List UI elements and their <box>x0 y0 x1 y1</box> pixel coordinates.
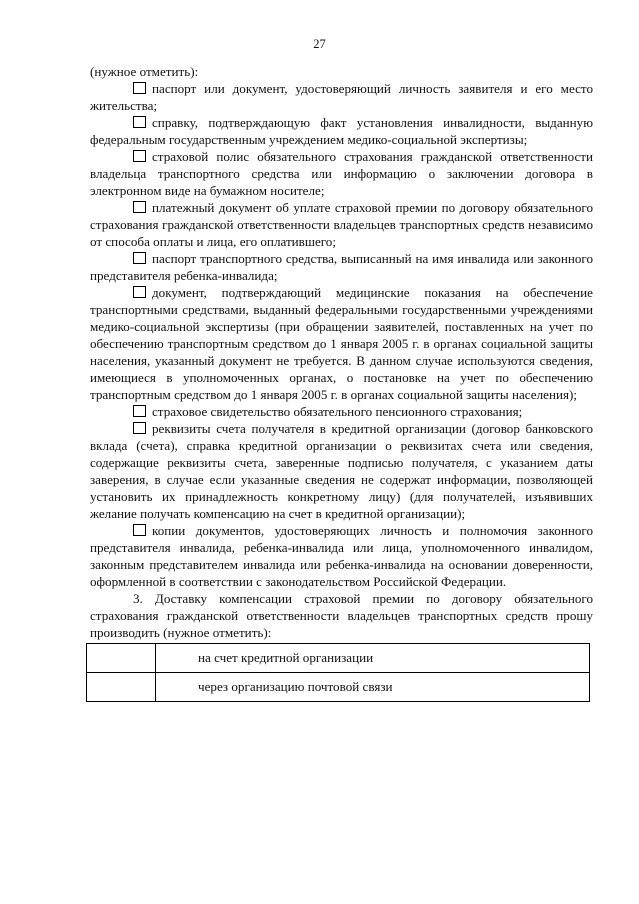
checkbox[interactable] <box>133 252 146 264</box>
checkbox[interactable] <box>133 150 146 162</box>
list-item <box>90 403 593 420</box>
list-item-text: копии документов, удостоверяющих личность и полномочия законного представителя инвалида, ребенка-инвалида или лица, уполномоченного инвалидом, законным представителем инвалида или ребенка-инвалида на основании доверенности, оформленной в соответствии с законодательством Российской Федерации. <box>90 523 593 589</box>
list-item <box>90 148 593 199</box>
section-3-text: 3. Доставку компенсации страховой премии по договору обязательного страхования гражданской ответственности владельцев транспортных средств прошу производить (нужное отметить): <box>90 591 593 640</box>
intro-text: (нужное отметить): <box>90 64 199 79</box>
table-row <box>87 673 590 702</box>
option-label: через организацию почтовой связи <box>156 673 590 702</box>
list-item-text: страховой полис обязательного страхования гражданской ответственности владельца транспортного средства или информацию о заключении договора в электронном виде на бумажном носителе; <box>90 149 593 198</box>
list-item-text: справку, подтверждающую факт установления инвалидности, выданную федеральным государственным учреждением медико-социальной экспертизы; <box>90 115 593 147</box>
option-checkbox-cell[interactable] <box>87 673 156 702</box>
option-label: на счет кредитной организации <box>156 644 590 673</box>
checkbox[interactable] <box>133 201 146 213</box>
list-item <box>90 80 593 114</box>
checkbox[interactable] <box>133 524 146 536</box>
list-item <box>90 420 593 522</box>
checkbox[interactable] <box>133 405 146 417</box>
page-number: 27 <box>313 37 326 51</box>
checkbox[interactable] <box>133 82 146 94</box>
list-item <box>90 522 593 590</box>
list-item-text: реквизиты счета получателя в кредитной организации (договор банковского вклада (счета), справка кредитной организации о реквизитах счета или сведения, содержащие реквизиты счета, заверенные подписью получателя, с указанием даты заверения, в случае если указанные сведения не содержат информации, позволяющей установить их принадлежность конкретному лицу) (для получателей, изъявивших желание получать компенсацию на счет в кредитной организации); <box>90 421 593 521</box>
list-item <box>90 199 593 250</box>
checkbox[interactable] <box>133 422 146 434</box>
list-item-text: документ, подтверждающий медицинские показания на обеспечение транспортными средствами, выданный федеральными государственными учреждениями медико-социальной экспертизы (при обращении заявителей, поставленных на учет по обеспечению транспортным средством до 1 января 2005 г. в органах социальной защиты населения, указанный документ не требуется. В данном случае используются сведения, имеющиеся в уполномоченных органах, о постановке на учет по обеспечению транспортным средством до 1 января 2005 г. в органах социальной защиты населения); <box>90 285 593 402</box>
list-item-text: паспорт или документ, удостоверяющий личность заявителя и его место жительства; <box>90 81 593 113</box>
list-item-text: платежный документ об уплате страховой премии по договору обязательного страхования гражданской ответственности владельцев транспортных средств независимо от способа оплаты и лица, его оплатившего; <box>90 200 593 249</box>
list-item-text: страховое свидетельство обязательного пенсионного страхования; <box>152 404 523 419</box>
list-item <box>90 114 593 148</box>
table-row <box>87 644 590 673</box>
option-checkbox-cell[interactable] <box>87 644 156 673</box>
document-body <box>90 63 593 641</box>
checkbox[interactable] <box>133 116 146 128</box>
list-item <box>90 250 593 284</box>
checkbox[interactable] <box>133 286 146 298</box>
list-item <box>90 284 593 403</box>
list-item-text: паспорт транспортного средства, выписанный на имя инвалида или законного представителя ребенка-инвалида; <box>90 251 593 283</box>
delivery-options-table <box>86 643 590 702</box>
